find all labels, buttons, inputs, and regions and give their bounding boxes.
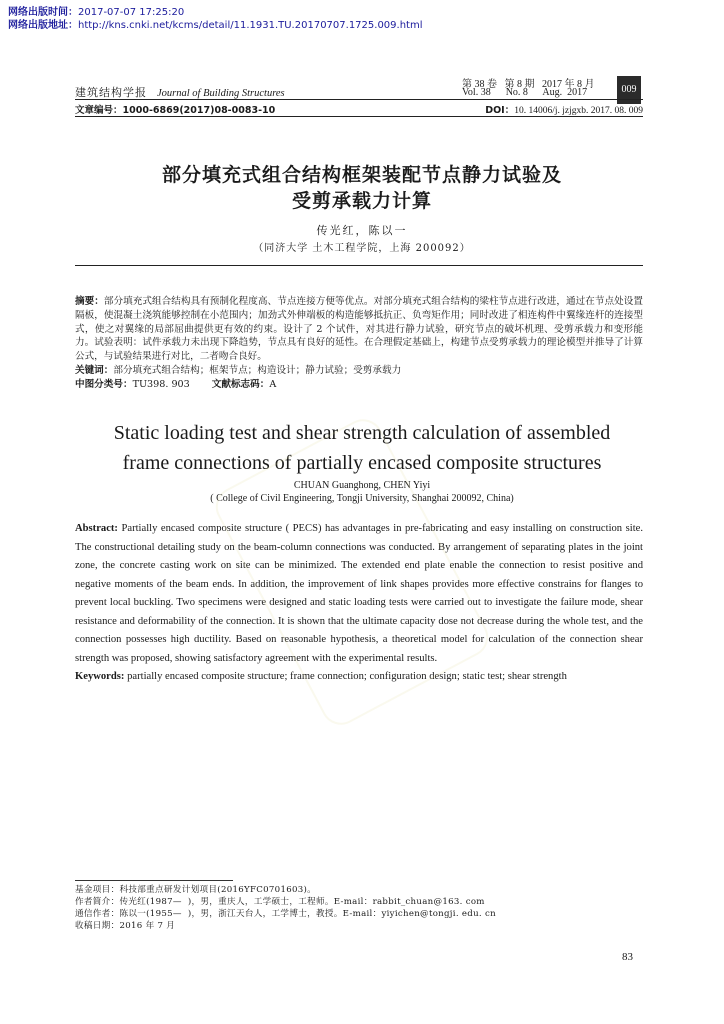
abstract-cn-label: 摘要： bbox=[75, 296, 104, 307]
keywords-cn: 部分填充式组合结构；框架节点；构造设计；静力试验；受剪承载力 bbox=[113, 364, 402, 376]
journal-name-cn: 建筑结构学报 bbox=[75, 86, 147, 99]
footnote-author2: 通信作者：陈以一(1955— )，男，浙江天台人，工学博士，教授。E-mail：yiyichen@tongji. edu. cn bbox=[75, 909, 496, 919]
title-en-line1: Static loading test and shear strength calculation of assembled bbox=[113, 422, 611, 444]
article-number-value: 1000-6869(2017)08-0083-10 bbox=[122, 105, 276, 116]
online-address-link[interactable]: http://kns.cnki.net/kcms/detail/11.1931.TU.20170707.1725.009.html bbox=[78, 20, 423, 31]
volume-line-cn: 第 38 卷 第 8 期 2017 年 8 月 bbox=[462, 79, 595, 90]
page-number: 83 bbox=[622, 951, 633, 963]
online-address-label: 网络出版地址： bbox=[8, 20, 78, 31]
footnotes bbox=[75, 884, 496, 932]
article-badge: 009 bbox=[617, 76, 641, 104]
journal-name bbox=[75, 84, 285, 100]
journal-name-en: Journal of Building Structures bbox=[157, 88, 285, 99]
authors-en: CHUAN Guanghong, CHEN Yiyi bbox=[293, 480, 431, 491]
title-cn-line1: 部分填充式组合结构框架装配节点静力试验及 bbox=[161, 164, 562, 186]
affiliation-cn: （同济大学 土木工程学院，上海 200092） bbox=[253, 243, 471, 254]
article-number bbox=[75, 102, 275, 116]
online-time-label: 网络出版时间： bbox=[8, 7, 78, 18]
abstract-cn bbox=[75, 295, 643, 392]
clc-value: TU398. 903 bbox=[132, 378, 190, 390]
keywords-cn-label: 关键词： bbox=[75, 364, 114, 376]
footnote-fund: 基金项目：科技部重点研发计划项目(2016YFC0701603)。 bbox=[75, 885, 317, 895]
footnote-received: 收稿日期：2016 年 7 月 bbox=[75, 921, 176, 931]
article-number-label: 文章编号： bbox=[75, 105, 123, 116]
doi bbox=[485, 102, 643, 116]
title-en-line2: frame connections of partially encased composite structures bbox=[122, 452, 602, 474]
affiliation-en: ( College of Civil Engineering, Tongji University, Shanghai 200092, China) bbox=[210, 493, 514, 504]
volume-line-en: Vol. 38 No. 8 Aug. 2017 bbox=[462, 87, 588, 98]
header-rule-top bbox=[75, 99, 643, 100]
title-cn-line2: 受剪承载力计算 bbox=[291, 190, 432, 212]
online-publish-address bbox=[8, 16, 423, 31]
abstract-cn-text: 部分填充式组合结构具有预制化程度高、节点连接方便等优点。对部分填充式组合结构的梁柱节点进行改进，通过在节点处设置隔板，使混凝土浇筑能够控制在小范围内；加劲式外伸端板的构造能够抵抗正、负弯矩作用；同时改进了相连构件中翼缘连杆的连接型式，使之对翼缘的局部屈曲提供更有效的约束。设计了 2 个试件，对其进行静力试验，研究节点的破坏机理、受剪承载力和变形能力。试验表明：试件承载力未出现下降趋势，节点具有良好的延性。在合理假定基础上，构建节点受剪承载力的理论模型并推导了计算公式，与试验结果进行对比，二者吻合良好。 bbox=[75, 296, 644, 363]
abstract-en-text: Partially encased composite structure ( PECS) has advantages in pre-fabricating and easy installing on construction site. The constructional detailing study on the beam-column connections was conducted. By arrangement of separating plates in the joint zone, the concrete casting work on site can be minimized. The extended end plate enable the connection to resist positive and negative moments of the beam ends. In addition, the improvement of link shapes provides more effective constrains for flanges to prevent local buckling. Two specimens were designed and static loading tests were carried out to investigate the failure mode, shear resistance and deformability of the connection. It is shown that the ultimate capacity dose not decrease during the whole test, and the connection possesses high ductility. Based on reasonable hypothesis, a theoretical model for calculation of the connection shear strength was proposed, showing satisfactory agreement with the experimental results. bbox=[75, 523, 643, 664]
doi-label: DOI： bbox=[485, 105, 515, 116]
header-rule-bottom bbox=[75, 116, 643, 117]
keywords-en-label: Keywords: bbox=[75, 671, 125, 682]
doi-value: 10. 14006/j. jzjgxb. 2017. 08. 009 bbox=[514, 106, 643, 116]
doc-code-label: 文献标志码： bbox=[211, 378, 270, 390]
clc-label: 中图分类号： bbox=[75, 378, 133, 390]
title-rule bbox=[75, 265, 643, 266]
authors-cn: 传光红，陈以一 bbox=[316, 224, 408, 237]
footnote-author1: 作者简介：传光红(1987— )，男，重庆人，工学硕士，工程师。E-mail：rabbit_chuan@163. com bbox=[75, 897, 485, 907]
abstract-en-label: Abstract: bbox=[75, 523, 118, 534]
online-time-value: 2017-07-07 17:25:20 bbox=[78, 7, 185, 18]
keywords-en: partially encased composite structure; frame connection; configuration design; static test; shear strength bbox=[127, 671, 567, 682]
footnote-rule bbox=[75, 880, 233, 881]
doc-code-value: A bbox=[269, 378, 277, 390]
